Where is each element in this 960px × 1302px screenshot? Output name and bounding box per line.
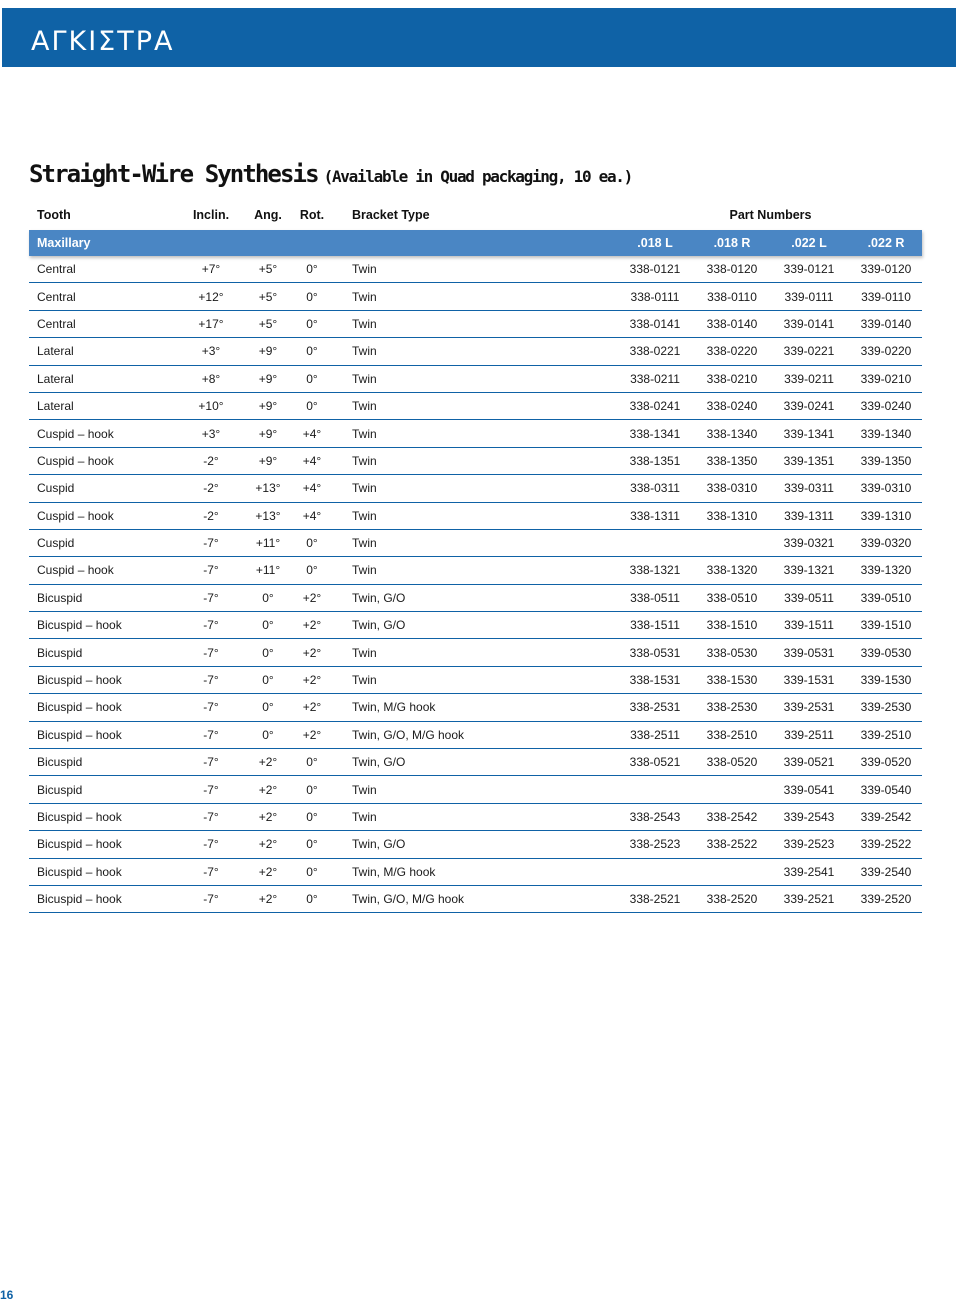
rotation-cell: 0° (306, 536, 318, 551)
table-body (29, 256, 922, 913)
rotation-cell: 0° (306, 399, 318, 414)
part-022-l-cell: 339-0531 (783, 645, 835, 660)
rotation-cell: 0° (306, 316, 318, 331)
table-row (29, 530, 922, 557)
part-018-l-cell: 338-0531 (629, 645, 681, 660)
part-018-l-cell: 338-1531 (629, 673, 681, 688)
table-row (29, 585, 922, 612)
part-022-r-cell: 339-0120 (860, 262, 912, 277)
part-018-l-cell (623, 530, 687, 556)
part-022-l-cell: 339-2511 (784, 727, 834, 742)
tooth-cell: Bicuspid – hook (37, 892, 122, 907)
rotation-cell: 0° (306, 289, 318, 304)
part-022-l-cell: 339-0321 (783, 536, 835, 551)
part-022-l-cell: 339-0521 (783, 755, 835, 770)
angulation-cell: +2° (258, 755, 278, 770)
part-022-l-cell: 339-1311 (784, 508, 834, 523)
bracket-type-cell: Twin (352, 453, 377, 468)
bracket-type-cell: Twin (352, 481, 377, 496)
part-018-l-cell: 338-1511 (630, 618, 680, 633)
table-row (29, 448, 922, 475)
col-header-angulation: Ang. (254, 208, 282, 222)
rotation-cell: +2° (302, 673, 322, 688)
part-022-r-cell: 339-0320 (860, 536, 912, 551)
tooth-cell: Bicuspid – hook (37, 810, 122, 824)
angulation-cell: +2° (258, 810, 278, 824)
inclination-cell: -7° (203, 727, 219, 742)
part-018-l-cell: 338-0121 (629, 262, 681, 277)
product-subtitle: (Available in Quad packaging, 10 ea.) (323, 167, 632, 186)
part-018-r-cell: 338-0110 (707, 289, 757, 304)
part-018-r-cell (700, 859, 764, 885)
angulation-cell: +11° (255, 563, 281, 578)
part-022-l-cell: 339-0311 (784, 481, 834, 496)
rotation-cell: 0° (306, 371, 318, 386)
part-018-l-cell: 338-0221 (629, 344, 681, 359)
part-022-r-cell: 339-0240 (860, 399, 912, 414)
inclination-cell: -2° (203, 453, 219, 468)
part-018-l-cell: 338-1321 (629, 563, 681, 578)
part-022-l-cell: 339-1511 (784, 618, 834, 633)
part-022-l-cell: 339-2541 (783, 864, 835, 879)
part-018-r-cell: 338-1350 (706, 453, 758, 468)
rotation-cell: 0° (306, 892, 318, 907)
bracket-type-cell: Twin, G/O, M/G hook (352, 892, 465, 907)
part-018-l-cell: 338-1351 (629, 453, 681, 468)
bracket-type-cell: Twin (352, 508, 377, 523)
angulation-cell: +5° (258, 289, 278, 304)
bracket-type-cell: Twin (352, 810, 377, 824)
part-022-l-cell: 339-0141 (783, 316, 835, 331)
part-018-r-cell: 338-2522 (706, 837, 758, 852)
product-title: Straight-Wire Synthesis (29, 160, 318, 188)
section-heading (29, 160, 632, 188)
part-018-l-cell: 338-0521 (629, 755, 681, 770)
part-018-r-cell: 338-0220 (706, 344, 758, 359)
angulation-cell: +5° (258, 262, 278, 277)
table-row (29, 886, 922, 913)
part-022-r-cell: 339-0520 (860, 755, 912, 770)
part-022-r-cell: 339-1510 (860, 618, 912, 633)
col-header-rotation: Rot. (299, 208, 325, 222)
bracket-type-cell: Twin, G/O (352, 618, 406, 633)
part-018-l-cell (623, 859, 687, 885)
rotation-cell: 0° (306, 837, 318, 852)
part-018-l-cell: 338-2511 (630, 727, 680, 742)
bracket-type-cell: Twin, G/O (352, 590, 406, 605)
table-row (29, 639, 922, 666)
rotation-cell: 0° (306, 262, 318, 277)
angulation-cell: 0° (262, 727, 274, 742)
angulation-cell: +9° (258, 399, 278, 414)
inclination-cell: +3° (201, 344, 221, 359)
inclination-cell: -2° (203, 508, 219, 523)
bracket-type-cell: Twin (352, 316, 377, 331)
part-022-r-cell: 339-0310 (860, 481, 912, 496)
part-022-r-cell: 339-2522 (860, 837, 912, 852)
table-row (29, 694, 922, 721)
inclination-cell: +8° (201, 371, 221, 386)
part-018-l-cell: 338-0211 (630, 371, 680, 386)
part-018-r-cell (700, 530, 764, 556)
table-row (29, 804, 922, 831)
angulation-cell: 0° (262, 700, 274, 715)
part-018-r-cell (700, 776, 764, 802)
part-018-l-cell: 338-0511 (630, 590, 680, 605)
bracket-type-cell: Twin (352, 782, 377, 797)
part-022-l-cell: 339-0111 (784, 289, 834, 304)
angulation-cell: +2° (258, 837, 278, 852)
col-header-tooth: Tooth (37, 208, 71, 222)
bracket-type-cell: Twin, G/O (352, 755, 406, 770)
rotation-cell: 0° (306, 563, 318, 578)
part-018-l-cell: 338-2523 (629, 837, 681, 852)
rotation-cell: 0° (306, 782, 318, 797)
table-row (29, 612, 922, 639)
tooth-cell: Bicuspid (37, 645, 83, 660)
part-022-l-cell: 339-0511 (784, 590, 834, 605)
tooth-cell: Lateral (37, 371, 74, 386)
inclination-cell: +10° (198, 399, 224, 414)
part-018-l-cell: 338-1341 (629, 426, 681, 441)
angulation-cell: 0° (262, 673, 274, 688)
tooth-cell: Central (37, 289, 76, 304)
bracket-type-cell: Twin (352, 563, 377, 578)
angulation-cell: +9° (258, 371, 278, 386)
header-banner (2, 8, 956, 67)
table-row (29, 557, 922, 584)
inclination-cell: +17° (198, 316, 224, 331)
tooth-cell: Cuspid (37, 536, 75, 551)
bracket-type-cell: Twin, G/O (352, 837, 406, 852)
table-row (29, 831, 922, 858)
part-018-r-cell: 338-0310 (706, 481, 758, 496)
inclination-cell: -7° (203, 782, 219, 797)
bracket-type-cell: Twin (352, 344, 377, 359)
bracket-type-cell: Twin, G/O, M/G hook (352, 727, 465, 742)
size-018-l: .018 L (637, 236, 673, 250)
table-row (29, 420, 922, 447)
tooth-cell: Bicuspid (37, 755, 83, 770)
inclination-cell: -7° (203, 590, 219, 605)
rotation-cell: +2° (302, 700, 322, 715)
part-018-r-cell: 338-1510 (706, 618, 758, 633)
part-022-r-cell: 339-1310 (860, 508, 912, 523)
tooth-cell: Cuspid – hook (37, 426, 114, 441)
angulation-cell: +5° (258, 316, 278, 331)
part-018-r-cell: 338-0120 (706, 262, 758, 277)
part-022-r-cell: 339-1340 (860, 426, 912, 441)
part-018-r-cell: 338-0530 (706, 645, 758, 660)
tooth-cell: Bicuspid – hook (37, 727, 122, 742)
table-row (29, 283, 922, 310)
table-row (29, 393, 922, 420)
tooth-cell: Bicuspid – hook (37, 864, 122, 879)
inclination-cell: +7° (201, 262, 221, 277)
part-018-r-cell: 338-0510 (706, 590, 758, 605)
part-018-l-cell: 338-0311 (630, 481, 680, 496)
size-022-l: .022 L (791, 236, 827, 250)
rotation-cell: 0° (306, 755, 318, 770)
part-018-r-cell: 338-0520 (706, 755, 758, 770)
part-022-l-cell: 339-0541 (783, 782, 835, 797)
tooth-cell: Cuspid – hook (37, 508, 114, 523)
inclination-cell: -7° (203, 755, 219, 770)
tooth-cell: Cuspid – hook (37, 563, 114, 578)
part-022-r-cell: 339-2530 (860, 700, 912, 715)
part-018-r-cell: 338-1340 (706, 426, 758, 441)
rotation-cell: 0° (306, 810, 318, 824)
part-numbers-table (29, 201, 922, 913)
inclination-cell: -7° (203, 700, 219, 715)
part-018-l-cell: 338-2531 (629, 700, 681, 715)
angulation-cell: 0° (262, 645, 274, 660)
tooth-cell: Cuspid (37, 481, 75, 496)
part-018-l-cell: 338-0241 (629, 399, 681, 414)
part-022-l-cell: 339-1341 (783, 426, 835, 441)
angulation-cell: 0° (262, 618, 274, 633)
bracket-type-cell: Twin (352, 371, 377, 386)
tooth-cell: Lateral (37, 399, 74, 414)
table-row (29, 859, 922, 886)
inclination-cell: -7° (203, 810, 219, 824)
inclination-cell: +3° (201, 426, 221, 441)
bracket-type-cell: Twin (352, 645, 377, 660)
tooth-cell: Central (37, 262, 76, 277)
angulation-cell: +2° (258, 864, 278, 879)
part-022-r-cell: 339-2520 (860, 892, 912, 907)
part-022-r-cell: 339-0220 (860, 344, 912, 359)
angulation-cell: +9° (258, 453, 278, 468)
rotation-cell: +2° (302, 727, 322, 742)
bracket-type-cell: Twin (352, 262, 377, 277)
part-018-r-cell: 338-2510 (706, 727, 758, 742)
table-row (29, 338, 922, 365)
col-header-inclination: Inclin. (192, 208, 230, 222)
inclination-cell: -7° (203, 645, 219, 660)
rotation-cell: +2° (302, 590, 322, 605)
inclination-cell: +12° (198, 289, 224, 304)
table-row (29, 667, 922, 694)
part-018-r-cell: 338-2542 (706, 810, 758, 824)
inclination-cell: -7° (203, 864, 219, 879)
part-018-r-cell: 338-2520 (706, 892, 758, 907)
part-022-l-cell: 339-2523 (783, 837, 835, 852)
bracket-type-cell: Twin (352, 536, 377, 551)
part-022-r-cell: 339-0210 (860, 371, 912, 386)
part-018-l-cell: 338-0111 (630, 289, 680, 304)
rotation-cell: +4° (302, 426, 322, 441)
tooth-cell: Bicuspid (37, 590, 83, 605)
part-022-r-cell: 339-1350 (860, 453, 912, 468)
bracket-type-cell: Twin (352, 426, 377, 441)
inclination-cell: -7° (203, 618, 219, 633)
table-row (29, 722, 922, 749)
angulation-cell: 0° (262, 590, 274, 605)
inclination-cell: -7° (203, 673, 219, 688)
part-022-l-cell: 339-1321 (783, 563, 835, 578)
tooth-cell: Lateral (37, 344, 74, 359)
part-022-l-cell: 339-0221 (783, 344, 835, 359)
table-row (29, 366, 922, 393)
bracket-type-cell: Twin (352, 673, 377, 688)
part-018-r-cell: 338-1530 (706, 673, 758, 688)
inclination-cell: -7° (203, 892, 219, 907)
rotation-cell: +4° (302, 453, 322, 468)
part-022-r-cell: 339-2542 (860, 810, 912, 824)
rotation-cell: +4° (302, 508, 322, 523)
part-022-r-cell: 339-0530 (860, 645, 912, 660)
part-022-l-cell: 339-2531 (783, 700, 835, 715)
bracket-type-cell: Twin (352, 399, 377, 414)
col-header-bracket-type: Bracket Type (352, 208, 430, 222)
size-022-r: .022 R (867, 236, 905, 250)
part-018-r-cell: 338-0240 (706, 399, 758, 414)
size-018-r: .018 R (713, 236, 751, 250)
rotation-cell: +2° (302, 618, 322, 633)
page-title: ΑΓΚΙΣΤΡΑ (31, 26, 175, 57)
tooth-cell: Central (37, 316, 76, 331)
part-022-r-cell: 339-0540 (860, 782, 912, 797)
part-018-l-cell: 338-2521 (629, 892, 681, 907)
table-row (29, 256, 922, 283)
table-row (29, 311, 922, 338)
angulation-cell: +2° (258, 782, 278, 797)
tooth-cell: Bicuspid – hook (37, 618, 122, 633)
rotation-cell: 0° (306, 344, 318, 359)
part-022-r-cell: 339-2540 (860, 864, 912, 879)
section-row-maxillary (29, 230, 922, 256)
tooth-cell: Bicuspid – hook (37, 700, 122, 715)
inclination-cell: -2° (203, 481, 219, 496)
part-018-r-cell: 338-0140 (706, 316, 758, 331)
tooth-cell: Bicuspid – hook (37, 673, 122, 688)
table-row (29, 503, 922, 530)
part-022-r-cell: 339-2510 (860, 727, 912, 742)
rotation-cell: +2° (302, 645, 322, 660)
rotation-cell: +4° (302, 481, 322, 496)
tooth-cell: Bicuspid – hook (37, 837, 122, 852)
part-022-l-cell: 339-0211 (784, 371, 834, 386)
part-018-l-cell: 338-2543 (629, 810, 681, 824)
part-022-l-cell: 339-1531 (783, 673, 835, 688)
part-022-l-cell: 339-2543 (783, 810, 835, 824)
inclination-cell: -7° (203, 563, 219, 578)
angulation-cell: +13° (255, 481, 281, 496)
part-022-r-cell: 339-0510 (860, 590, 912, 605)
angulation-cell: +13° (255, 508, 281, 523)
table-row (29, 475, 922, 502)
part-022-r-cell: 339-1530 (860, 673, 912, 688)
tooth-cell: Cuspid – hook (37, 453, 114, 468)
part-022-r-cell: 339-1320 (860, 563, 912, 578)
page-number: 16 (0, 1288, 14, 1302)
part-022-l-cell: 339-0121 (783, 262, 835, 277)
part-022-l-cell: 339-0241 (783, 399, 835, 414)
section-label: Maxillary (37, 236, 91, 250)
part-018-r-cell: 338-1320 (706, 563, 758, 578)
bracket-type-cell: Twin (352, 289, 377, 304)
angulation-cell: +11° (255, 536, 281, 551)
col-header-part-numbers: Part Numbers (729, 208, 812, 222)
inclination-cell: -7° (203, 837, 219, 852)
table-row (29, 749, 922, 776)
part-018-l-cell: 338-0141 (629, 316, 681, 331)
inclination-cell: -7° (203, 536, 219, 551)
part-018-r-cell: 338-2530 (706, 700, 758, 715)
part-022-r-cell: 339-0110 (861, 289, 911, 304)
table-header-row (29, 201, 922, 229)
part-018-r-cell: 338-0210 (706, 371, 758, 386)
tooth-cell: Bicuspid (37, 782, 83, 797)
bracket-type-cell: Twin, M/G hook (352, 864, 436, 879)
part-018-r-cell: 338-1310 (706, 508, 758, 523)
bracket-type-cell: Twin, M/G hook (352, 700, 436, 715)
part-022-l-cell: 339-1351 (783, 453, 835, 468)
table-row (29, 776, 922, 803)
angulation-cell: +9° (258, 426, 278, 441)
angulation-cell: +2° (258, 892, 278, 907)
rotation-cell: 0° (306, 864, 318, 879)
angulation-cell: +9° (258, 344, 278, 359)
part-018-l-cell: 338-1311 (630, 508, 680, 523)
part-022-l-cell: 339-2521 (783, 892, 835, 907)
part-018-l-cell (623, 776, 687, 802)
part-022-r-cell: 339-0140 (860, 316, 912, 331)
